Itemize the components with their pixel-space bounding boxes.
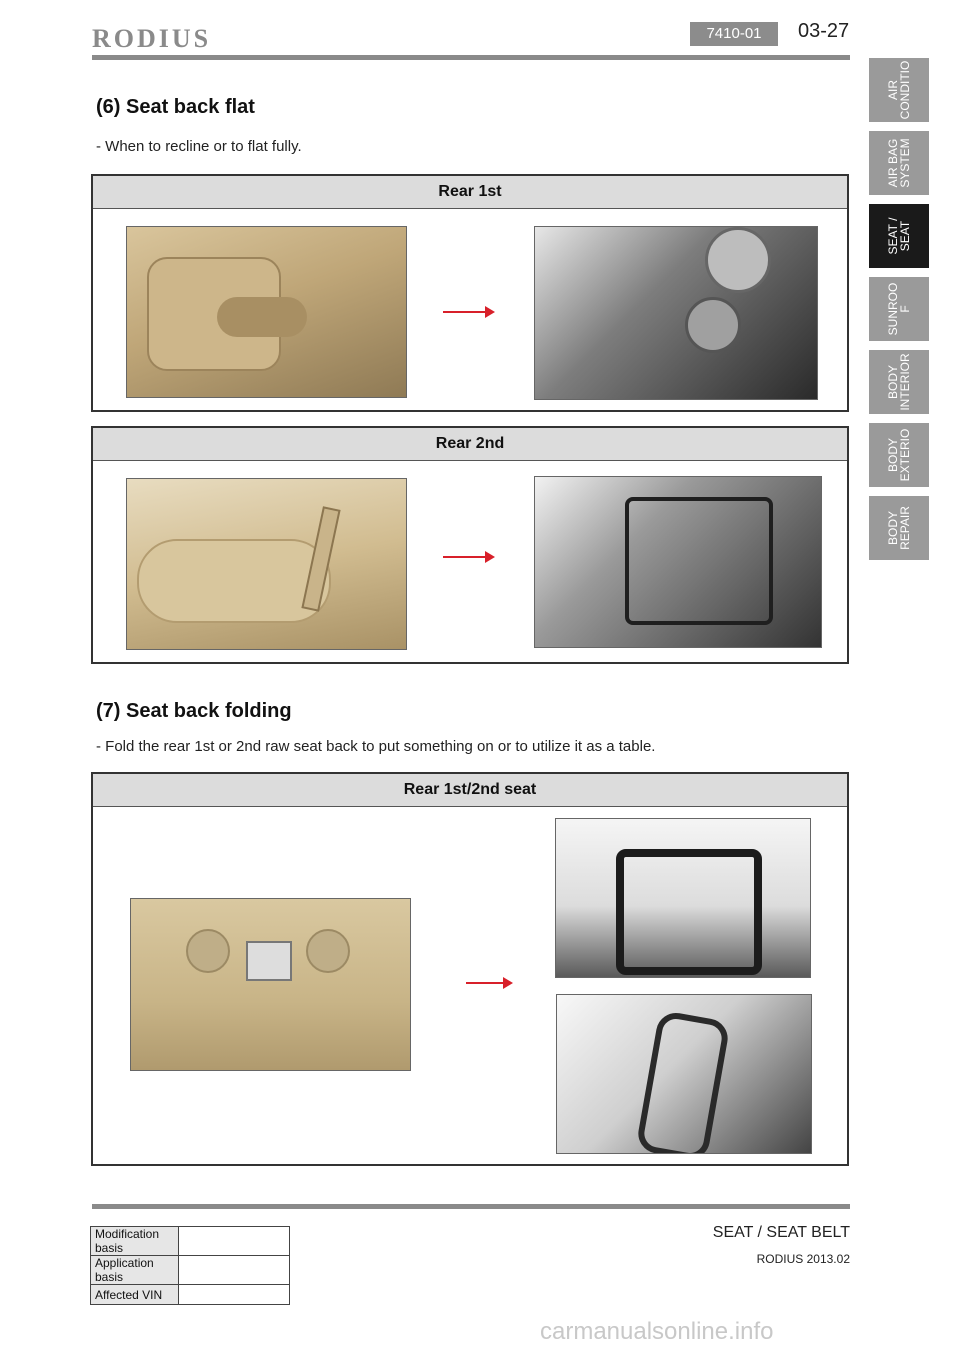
page-number: 03-27 (798, 20, 850, 42)
tab-label: BODY EXTERIO (886, 428, 912, 482)
panel-title: Rear 1st/2nd seat (93, 774, 847, 807)
seatback-table-photo (130, 898, 411, 1071)
panel-rear-1st-2nd-seat (91, 772, 849, 1166)
table-row (91, 1256, 290, 1285)
section-description: - When to recline or to flat fully. (96, 138, 302, 155)
table-row (91, 1285, 290, 1305)
section-code-badge: 7410-01 (690, 22, 778, 46)
section-heading-seat-back-folding: (7) Seat back folding (96, 700, 292, 722)
seat-frame-side-photo (556, 994, 812, 1154)
footer-divider (92, 1204, 850, 1209)
seat-strap-photo (126, 478, 407, 650)
tab-body-exterior[interactable] (869, 423, 929, 487)
tab-seat-seat-belt[interactable] (869, 204, 929, 268)
section-description: - Fold the rear 1st or 2nd raw seat back to put something on or to utilize it as a table. (96, 738, 656, 755)
tab-sunroof[interactable] (869, 277, 929, 341)
modification-info-table (90, 1226, 290, 1305)
table-label: Modification basis (91, 1227, 179, 1256)
header-divider (92, 55, 850, 60)
seat-lever-photo (126, 226, 407, 398)
table-label: Application basis (91, 1256, 179, 1285)
tab-body-repair[interactable] (869, 496, 929, 560)
tab-body-interior[interactable] (869, 350, 929, 414)
direction-arrow (443, 556, 493, 558)
watermark-text: carmanualsonline.info (540, 1318, 774, 1345)
seat-frame-photo (534, 476, 822, 648)
panel-title: Rear 1st (93, 176, 847, 209)
panel-title: Rear 2nd (93, 428, 847, 461)
panel-rear-2nd (91, 426, 849, 664)
tab-air-conditioning[interactable] (869, 58, 929, 122)
table-value (179, 1227, 290, 1256)
model-year: RODIUS 2013.02 (756, 1252, 850, 1266)
section-heading-seat-back-flat: (6) Seat back flat (96, 96, 255, 118)
brand-logo: RODIUS (92, 24, 212, 53)
tab-label: BODY REPAIR (886, 506, 912, 550)
tab-label: SEAT / SEAT (886, 217, 912, 255)
tab-label: SUNROO F (886, 282, 912, 336)
direction-arrow (466, 982, 511, 984)
seat-mechanism-photo (534, 226, 818, 400)
tab-label: BODY INTERIOR (886, 353, 912, 411)
panel-rear-1st (91, 174, 849, 412)
seat-frame-front-photo (555, 818, 811, 978)
table-value (179, 1285, 290, 1305)
tab-label: AIR BAG SYSTEM (886, 138, 912, 188)
direction-arrow (443, 311, 493, 313)
chapter-title: SEAT / SEAT BELT (712, 1224, 850, 1241)
tab-label: AIR CONDITIO (886, 60, 912, 120)
table-label: Affected VIN (91, 1285, 179, 1305)
table-row (91, 1227, 290, 1256)
tab-air-bag-system[interactable] (869, 131, 929, 195)
table-value (179, 1256, 290, 1285)
